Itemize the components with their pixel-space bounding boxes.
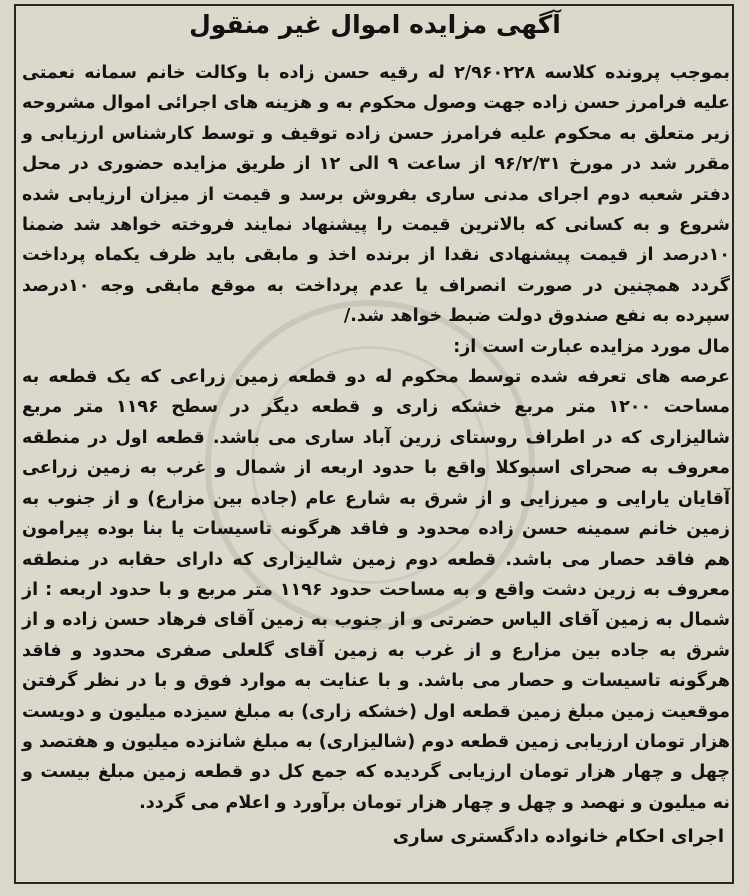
notice-paragraph-terms: بموجب پرونده کلاسه ۲/۹۶۰۲۲۸ له رقیه حسن زاده با وکالت خانم سمانه نعمتی علیه فرامرز حسن زاده جهت وصول محکوم به و هزینه های اجرائی اموال مشروحه زیر متعلق به محکوم علیه فرامرز حسن زاده توقیف و توسط کارشناس ارزیابی و مقرر شد در مورخ ۹۶/۲/۳۱ از ساعت ۹ الی ۱۲ از طریق مزایده حضوری در محل دفتر شعبه دوم اجرای مدنی ساری بفروش برسد و قیمت از میزان ارزیابی شده شروع و به کسانی که بالاترین قیمت را پیشنهاد نمایند فروخته خواهد شد ضمنا ۱۰درصد از قیمت پیشنهادی نقدا از برنده اخذ و مابقی باید ظرف یکماه پرداخت گردد همچنین در صورت انصراف یا عدم پرداخت به موقع مابقی وجه ۱۰درصد سپرده به نفع صندوق دولت ضبط خواهد شد./ xyxy=(22,63,730,327)
notice-signature: اجرای احکام خانواده دادگستری ساری xyxy=(392,826,724,847)
notice-title: آگهی مزایده اموال غیر منقول xyxy=(189,10,561,39)
notice-paragraph-property-description: عرصه های تعرفه شده توسط محکوم له دو قطعه زمین زراعی که یک قطعه به مساحت ۱۲۰۰ متر مربع خشکه زاری و قطعه دیگر در سطح ۱۱۹۶ متر مربع شالیزاری که در اطراف روستای زرین آباد ساری می باشد. قطعه اول در منطقه معروف به صحرای اسبوکلا واقع با حدود اربعه از شمال و غرب به زمین زراعی آقایان یارایی و میرزایی و از شرق به شارع عام (جاده بین مزارع) و از جنوب به زمین خانم سمینه حسن زاده محدود و فاقد هرگونه تاسیسات یا بنا بوده پیرامون هم فاقد حصار می باشد. قطعه دوم زمین شالیزاری که دارای حقابه در منطقه معروف به زرین دشت واقع و به مساحت حدود ۱۱۹۶ متر مربع و با حدود اربعه : از شمال به زمین آقای الیاس حضرتی و از جنوب به زمین آقای فرهاد حسن زاده و از شرق به جاده بین مزارع و از غرب به زمین آقای گلعلی صفری محدود و فاقد هرگونه تاسیسات و حصار می باشد. و با عنایت به موارد فوق و با در نظر گرفتن موقعیت زمین مبلغ زمین قطعه اول (خشکه زاری) به مبلغ سیزده میلیون و دویست هزار تومان ارزیابی زمین قطعه دوم (شالیزاری) به مبلغ شانزده میلیون و هفتصد و چهل و چهار هزار تومان ارزیابی گردیده که جمع کل دو قطعه زمین مبلغ بیست و نه میلیون و نهصد و چهل و چهار هزار تومان برآورد و اعلام می گردد. xyxy=(22,367,730,813)
notice-paragraph-subject-heading: مال مورد مزایده عبارت است از: xyxy=(453,336,730,357)
notice-body xyxy=(22,58,730,818)
